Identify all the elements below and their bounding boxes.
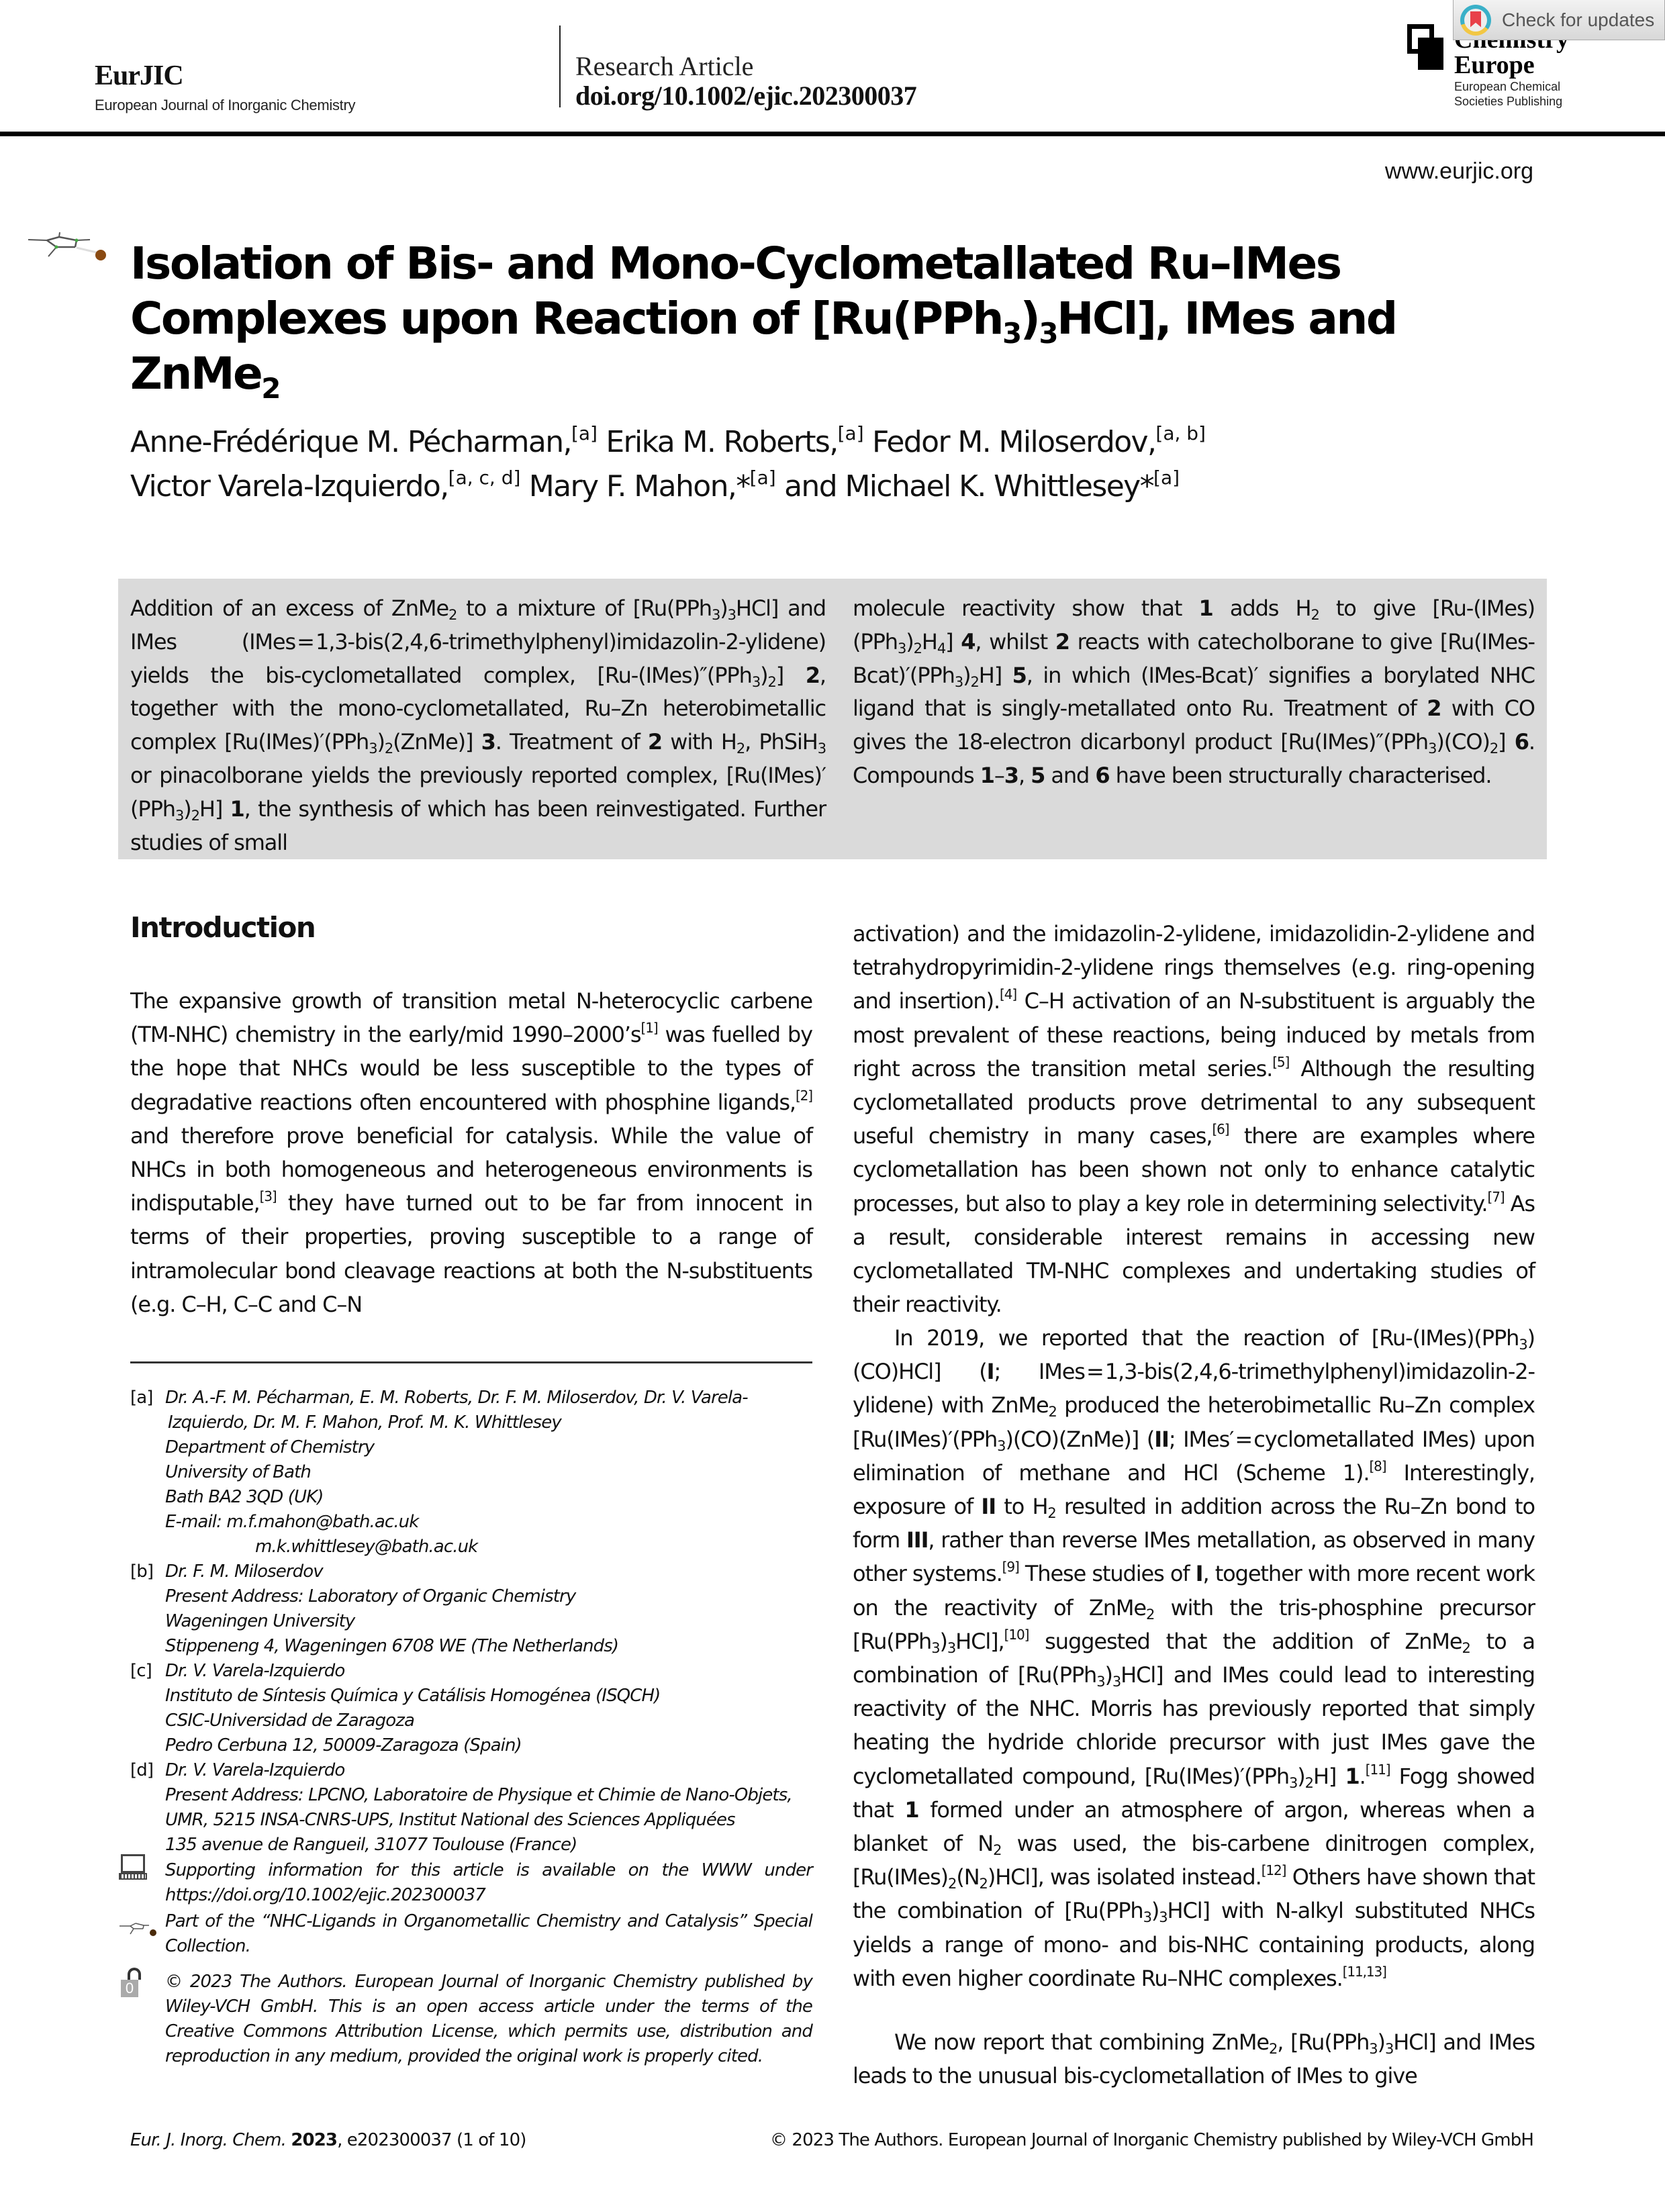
footnote-affiliation-d [130, 1758, 812, 1858]
author-affiliation: [a] [571, 422, 598, 444]
page-footer-copyright: © 2023 The Authors. European Journal of Inorganic Chemistry published by Wiley-VCH GmbH [769, 2130, 1533, 2150]
footnote-tag: [c] [130, 1661, 152, 1681]
footer-article-id: , e202300037 (1 of 10) [337, 2130, 526, 2150]
footer-year: 2023 [291, 2130, 338, 2150]
check-for-updates-button[interactable] [1453, 0, 1665, 40]
footnote-tag: [d] [130, 1760, 154, 1780]
author-affiliation: [a] [837, 422, 864, 444]
footnote-affiliation-b [130, 1559, 812, 1659]
intro-paragraph-2: In 2019, we reported that the reaction of [Ru-(IMes)(PPh$_3$)(CO)HCl] (I; IMes = 1,3-bis(2,4,6-trimethylphenyl)imidazolin-2-ylidene) with ZnMe$_2$ produced the heterobimetallic Ru–Zn complex [Ru(IMes)′(PPh$_3$)(CO)(ZnMe)] (II; IMes′ = cyclometallated IMes) upon elimination of methane and HCl (Scheme 1).[8] Interestingly, exposure of II to $H_2$ resulted in addition across the Ru–Zn bond to form III, rather than reverse IMes metallation, as observed in many other systems.[9] These studies of I, together with more recent work on the reactivity of ZnMe$_2$ with the tris-phosphine precursor $[Ru(PPh_3)_3HCl],[10]$ suggested that the addition of ZnMe$_2$ to a combination of $[Ru(PPh_3)_3HCl]$ and IMes could lead to interesting reactivity of the NHC. Morris has previously reported that simply heating the hydride chloride precursor with just IMes gave the cyclometallated compound, $[Ru(IMes)'(PPh_3)_2H]$ 1.[11] Fogg showed that 1 formed under an atmosphere of argon, whereas when a blanket of $N_2$ was used, the bis-carbene dinitrogen complex, $[Ru(IMes)_2(N_2)HCl]$, was isolated instead.[12] Others have shown that the combination of $[Ru(PPh_3)_3HCl]$ with N-alkyl substituted NHCs yields a range of mono- and bis-NHC containing products, along with even higher coordinate Ru–NHC complexes.[11,13] [853, 1325, 1535, 1991]
footnote-line: Stippeneng 4, Wageningen 6708 WE (The Netherlands) [165, 1636, 619, 1656]
citation-link[interactable]: [2] [795, 1087, 812, 1104]
footnote-affiliation-a [130, 1386, 812, 1559]
footnote-line: Dr. V. Varela-Izquierdo [165, 1661, 345, 1681]
citation-link[interactable]: [11,13] [1342, 1963, 1386, 1980]
journal-full-name: European Journal of Inorganic Chemistry [95, 97, 356, 113]
footnote-line: Wageningen University [165, 1611, 355, 1631]
footnote-line: Pedro Cerbuna 12, 50009-Zaragoza (Spain) [165, 1735, 522, 1756]
citation-link[interactable]: [4] [1000, 986, 1017, 1003]
footnote-tag: [b] [130, 1561, 154, 1582]
page-footer-citation [130, 2130, 526, 2150]
author-affiliation: [a, c, d] [448, 467, 521, 489]
citation-link[interactable]: [11] [1365, 1761, 1390, 1778]
citation-link[interactable]: [12] [1261, 1862, 1286, 1879]
title-line-2a: Complexes upon Reaction of [Ru(PPh [130, 293, 1002, 344]
footnote-license [130, 1970, 812, 2069]
footnote-line: Present Address: Laboratory of Organic Chemistry [165, 1586, 576, 1606]
title-subscript: 3 [1002, 317, 1020, 350]
footnote-line: Instituto de Síntesis Química y Catálisis Homogénea (ISQCH) [165, 1686, 661, 1706]
journal-masthead [95, 62, 355, 114]
title-subscript: 2 [261, 372, 280, 405]
title-line-3: ZnMe [130, 348, 262, 399]
author-affiliation: [a] [1153, 467, 1180, 489]
citation-link[interactable]: [1] [640, 1020, 658, 1037]
publisher-sub-line2: Societies Publishing [1454, 95, 1563, 108]
author-affiliation: [a] [749, 467, 776, 489]
author-list [130, 420, 1473, 509]
footnote-line: Present Address: LPCNO, Laboratoire de Physique et Chimie de Nano-Objets, [165, 1785, 792, 1805]
publisher-name-line2: Europe [1454, 51, 1535, 79]
publisher-subtitle [1454, 79, 1562, 109]
doi-link[interactable]: doi.org/10.1002/ejic.202300037 [575, 81, 917, 111]
citation-link[interactable]: [3] [259, 1188, 277, 1205]
special-collection-molecule-icon [23, 228, 110, 269]
author-affiliation: [a, b] [1155, 422, 1206, 444]
author-name[interactable]: Fedor M. Miloserdov, [863, 425, 1156, 459]
footnote-line: Dr. F. M. Miloserdov [165, 1561, 323, 1582]
publisher-sub-line1: European Chemical [1454, 80, 1561, 93]
author-name[interactable]: Erika M. Roberts, [597, 425, 838, 459]
footnote-special-collection [130, 1909, 812, 1959]
open-access-lock-icon: 0 [121, 1968, 141, 1997]
footnote-affiliation-c [130, 1659, 812, 1758]
footnote-line: Izquierdo, Dr. M. F. Mahon, Prof. M. K. Whittlesey [168, 1412, 561, 1433]
header-divider [559, 26, 561, 107]
intro-paragraph-1-continued: activation) and the imidazolin-2-ylidene, imidazolidin-2-ylidene and tetrahydropyrimidin-2-ylidene rings themselves (e.g. ring-opening and insertion).[4] C–H activation of an N-substituent is arguably the most prevalent of these reactions, being induced by metals from right across the transition metal series.[5] Although the resulting cyclometallated products prove detrimental to any subsequent useful chemistry in many cases,[6] there are examples where cyclometallation has been shown not only to enhance catalytic processes, but also to play a key role in determining selectivity.[7] As a result, considerable interest remains in accessing new cyclometallated TM-NHC complexes and undertaking studies of their reactivity. [853, 921, 1535, 1318]
author-name[interactable]: Mary F. Mahon,* [520, 469, 750, 503]
footnote-tag: [a] [130, 1388, 153, 1408]
title-subscript: 3 [1039, 317, 1057, 350]
email-link[interactable]: m.k.whittlesey@bath.ac.uk [255, 1537, 478, 1557]
intro-paragraph-1: The expansive growth of transition metal N-heterocyclic carbene (TM-NHC) chemistry in the early/mid 1990–2000’s[1] was fuelled by the hope that NHCs would be less susceptible to the types of degradative reactions often encountered with phosphine ligands,[2] and therefore prove beneficial for catalysis. While the value of NHCs in both homogeneous and heterogeneous environments is indisputable,[3] they have turned out to be far from innocent in terms of their properties, proving susceptible to a range of intramolecular bond cleavage reactions at both the N-substituents (e.g. C–H, C–C and C–N [130, 988, 812, 1317]
article-info [575, 52, 916, 111]
section-heading-introduction: Introduction [130, 911, 316, 944]
footnote-line: CSIC-Universidad de Zaragoza [165, 1711, 415, 1731]
article-type: Research Article [575, 51, 754, 81]
abstract-box [118, 579, 1547, 859]
author-name[interactable]: Victor Varela-Izquierdo, [130, 469, 448, 503]
footnote-line: Dr. V. Varela-Izquierdo [165, 1760, 345, 1780]
footnote-line: Department of Chemistry [165, 1437, 375, 1457]
supporting-info-text[interactable]: Supporting information for this article is available on the WWW under https://doi.org/10.1002/ejic.202300037 [165, 1860, 812, 1905]
journal-abbreviation: EurJIC [95, 60, 183, 91]
footnote-line: UMR, 5215 INSA-CNRS-UPS, Institut National des Sciences Appliquées [165, 1810, 735, 1830]
author-name[interactable]: Anne-Frédérique M. Pécharman, [130, 425, 571, 459]
license-text: © 2023 The Authors. European Journal of Inorganic Chemistry published by Wiley-VCH GmbH. This is an open access article under the terms of the Creative Commons Attribution License, which permits use, distribution and reproduction in any medium, provided the original work is properly cited. [165, 1972, 812, 2066]
crossmark-icon [1460, 5, 1491, 36]
title-line-2c: HCl], IMes and [1057, 293, 1396, 344]
author-name[interactable]: and Michael K. Whittlesey* [775, 469, 1154, 503]
intro-paragraph-3: We now report that combining ZnMe$_2$, $[Ru(PPh_3)_3HCl]$ and IMes leads to the unusual bis-cyclometallation of IMes to give [853, 2029, 1535, 2089]
citation-link[interactable]: [9] [1002, 1559, 1019, 1576]
chemistry-europe-logo-icon [1407, 24, 1447, 71]
email-link[interactable]: E-mail: m.f.mahon@bath.ac.uk [165, 1512, 419, 1532]
footnote-line: Dr. A.-F. M. Pécharman, E. M. Roberts, Dr. F. M. Miloserdov, Dr. V. Varela- [165, 1388, 748, 1408]
footnote-line: Bath BA2 3QD (UK) [165, 1487, 324, 1507]
footnote-rule [130, 1361, 812, 1363]
footer-journal: Eur. J. Inorg. Chem. [130, 2130, 286, 2150]
title-line-1: Isolation of Bis- and Mono-Cyclometallated Ru–IMes [130, 238, 1341, 289]
abstract-column-left: Addition of an excess of ZnMe$_2$ to a mixture of $[Ru(PPh_3)_3HCl]$ and IMes (IMes = 1,3-bis(2,4,6-trimethylphenyl)imidazolin-2-ylidene) yields the bis-cyclometallated complex, $[Ru-(IMes)''(PPh_3)_2]$ 2, together with the mono-cyclometallated, Ru–Zn heterobimetallic complex $[Ru(IMes)'(PPh_3)_2(ZnMe)]$ 3. Treatment of 2 with $H_2$, PhSiH$_3$ or pinacolborane yields the previously reported complex, $[Ru(IMes)'(PPh_3)_2H]$ 1, the synthesis of which has been reinvestigated. Further studies of small [130, 595, 826, 855]
footnote-supporting-info [130, 1858, 812, 1908]
citation-link[interactable]: [6] [1212, 1121, 1229, 1138]
footnote-line: 135 avenue de Rangueil, 31077 Toulouse (France) [165, 1835, 577, 1855]
header-rule [0, 132, 1665, 136]
abstract-column-right: molecule reactivity show that 1 adds $H_2$ to give $[Ru-(IMes)(PPh_3)_2H_4]$ 4, whilst 2 reacts with catecholborane to give $[Ru(IMes-Bcat)'(PPh_3)_2H]$ 5, in which (IMes-Bcat)′ signifies a borylated NHC ligand that is singly-metallated onto Ru. Treatment of 2 with CO gives the 18-electron dicarbonyl product $[Ru(IMes)''(PPh_3)(CO)_2]$ 6. Compounds 1–3, 5 and 6 have been structurally characterised. [853, 595, 1535, 788]
journal-website-link[interactable]: www.eurjic.org [1384, 158, 1533, 184]
footnote-line: University of Bath [165, 1462, 311, 1482]
article-title [130, 236, 1473, 405]
title-line-2b: ) [1020, 293, 1039, 344]
citation-link[interactable]: [7] [1487, 1188, 1505, 1205]
citation-link[interactable]: [8] [1369, 1457, 1386, 1474]
citation-link[interactable]: [10] [1004, 1626, 1029, 1643]
citation-link[interactable]: [5] [1272, 1053, 1290, 1070]
special-collection-text: Part of the “NHC-Ligands in Organometallic Chemistry and Catalysis” Special Collection. [165, 1911, 812, 1956]
check-for-updates-label: Check for updates [1502, 9, 1655, 30]
